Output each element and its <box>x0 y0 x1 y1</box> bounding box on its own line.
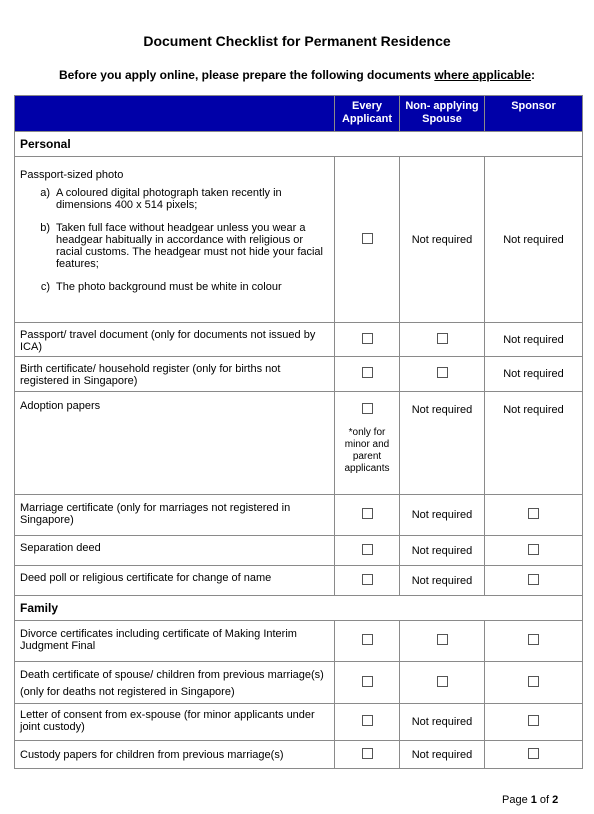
checkbox[interactable] <box>528 748 539 759</box>
section-title-family: Family <box>15 596 583 621</box>
list-marker: a) <box>40 187 50 199</box>
not-required-label: Not required <box>411 544 473 557</box>
checkbox[interactable] <box>437 634 448 645</box>
checkbox[interactable] <box>362 748 373 759</box>
page-title: Document Checklist for Permanent Residence <box>143 33 451 49</box>
not-required-label: Not required <box>503 233 564 246</box>
cell-spouse <box>400 157 485 323</box>
photo-label: Passport-sized photo <box>20 169 124 181</box>
list-text: The photo background must be white in colour <box>56 281 282 293</box>
header-document <box>15 96 335 132</box>
not-required-label: Not required <box>411 509 473 521</box>
not-required-label: Not required <box>411 574 473 587</box>
checkbox[interactable] <box>362 574 373 585</box>
page-word: Page <box>502 794 531 806</box>
checkbox[interactable] <box>362 544 373 555</box>
doc-custody-papers: Custody papers for children from previous marriage(s) <box>15 741 335 769</box>
header-sponsor: Sponsor <box>485 96 583 132</box>
photo-requirements-list <box>20 187 329 293</box>
not-required-label: Not required <box>411 748 473 761</box>
table-row <box>15 566 583 596</box>
table-row <box>15 323 583 357</box>
checkbox[interactable] <box>528 574 539 585</box>
doc-passport: Passport/ travel document (only for documents not issued by ICA) <box>15 323 335 357</box>
not-required-label: Not required <box>411 233 473 246</box>
list-text: A coloured digital photograph taken recently in dimensions 400 x 514 pixels; <box>56 187 282 211</box>
table-row <box>15 741 583 769</box>
page-of: of <box>536 794 553 806</box>
section-row-family <box>15 596 583 621</box>
doc-birth-certificate: Birth certificate/ household register (only for births not registered in Singapore) <box>15 357 335 392</box>
doc-death-certificate: Death certificate of spouse/ children from previous marriage(s) (only for deaths not registered in Singapore) <box>15 662 335 704</box>
table-row <box>15 392 583 495</box>
list-item <box>20 222 329 270</box>
checklist-table <box>14 95 583 769</box>
header-every-applicant: Every Applicant <box>335 96 400 132</box>
subtitle-underlined: where applicable <box>434 68 532 82</box>
page-subtitle <box>0 68 594 82</box>
section-row-personal <box>15 132 583 157</box>
photo-cell <box>15 157 335 323</box>
checkbox[interactable] <box>362 676 373 687</box>
section-title-personal: Personal <box>15 132 583 157</box>
doc-separation-deed: Separation deed <box>15 536 335 566</box>
checkbox[interactable] <box>362 634 373 645</box>
checkbox[interactable] <box>528 634 539 645</box>
checkbox[interactable] <box>528 676 539 687</box>
table-row <box>15 621 583 662</box>
not-required-label: Not required <box>503 404 564 416</box>
subtitle-text: Before you apply online, please prepare the following documents <box>58 68 435 82</box>
doc-divorce-certificates: Divorce certificates including certificate of Making Interim Judgment Final <box>15 621 335 662</box>
doc-letter-of-consent: Letter of consent from ex-spouse (for minor applicants under joint custody) <box>15 704 335 741</box>
checkbox[interactable] <box>362 403 373 414</box>
not-required-label: Not required <box>411 716 473 728</box>
table-row <box>15 357 583 392</box>
table-row <box>15 157 583 323</box>
cell-sponsor <box>485 157 583 323</box>
table-row <box>15 704 583 741</box>
table-row <box>15 495 583 536</box>
checkbox[interactable] <box>362 367 373 378</box>
checkbox[interactable] <box>362 333 373 344</box>
list-text: Taken full face without headgear unless you wear a headgear habitually in accordance with religious or racial customs. The headgear must not hide your facial features; <box>56 222 323 270</box>
doc-adoption: Adoption papers <box>15 392 335 495</box>
header-non-applying-spouse: Non- applying Spouse <box>400 96 485 132</box>
adoption-note: *only for minor and parent applicants <box>344 427 390 474</box>
checkbox[interactable] <box>437 333 448 344</box>
list-marker: b) <box>40 222 50 234</box>
checkbox[interactable] <box>362 233 373 244</box>
checkbox[interactable] <box>437 676 448 687</box>
checkbox[interactable] <box>528 544 539 555</box>
cell-every-applicant <box>335 157 400 323</box>
checkbox[interactable] <box>362 715 373 726</box>
list-marker: c) <box>40 281 50 293</box>
doc-marriage-certificate: Marriage certificate (only for marriages not registered in Singapore) <box>15 495 335 536</box>
page-current: 1 <box>530 794 537 806</box>
subtitle-end: : <box>531 68 536 82</box>
header-row <box>15 96 583 132</box>
not-required-label: Not required <box>503 333 564 346</box>
page-total: 2 <box>552 794 559 806</box>
doc-deed-poll: Deed poll or religious certificate for change of name <box>15 566 335 596</box>
checkbox[interactable] <box>362 508 373 519</box>
not-required-label: Not required <box>503 368 564 380</box>
not-required-label: Not required <box>411 404 473 416</box>
checkbox[interactable] <box>528 508 539 519</box>
list-item <box>20 281 329 293</box>
checkbox[interactable] <box>528 715 539 726</box>
table-row <box>15 536 583 566</box>
list-item <box>20 187 329 211</box>
table-row <box>15 662 583 704</box>
checkbox[interactable] <box>437 367 448 378</box>
page-number <box>502 794 558 806</box>
